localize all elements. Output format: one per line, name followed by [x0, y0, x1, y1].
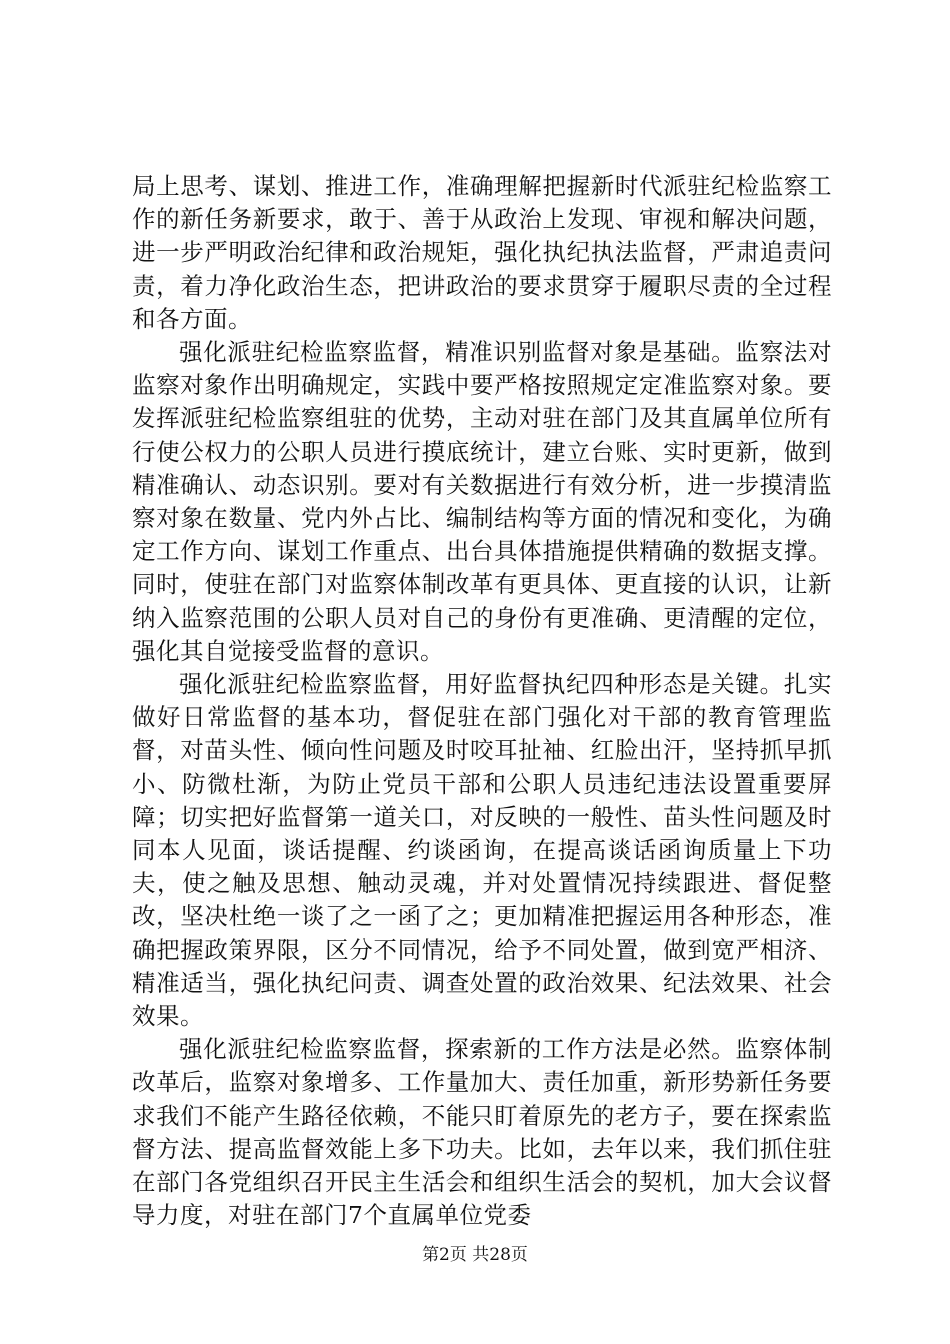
paragraph-continuation: 局上思考、谋划、推进工作，准确理解把握新时代派驻纪检监察工作的新任务新要求，敢于、善于从政治上发现、审视和解决问题，进一步严明政治纪律和政治规矩，强化执纪执法监督，严肃追责问责，着力净化政治生态，把讲政治的要求贯穿于履职尽责的全过程和各方面。	[132, 172, 832, 333]
paragraph-monitoring-targets: 强化派驻纪检监察监督，精准识别监督对象是基础。监察法对监察对象作出明确规定，实践中要严格按照规定定准监察对象。要发挥派驻纪检监察组驻的优势，主动对驻在部门及其直属单位所有行使公权力的公职人员进行摸底统计，建立台账、实时更新，做到精准确认、动态识别。要对有关数据进行有效分析，进一步摸清监察对象在数量、党内外占比、编制结构等方面的情况和变化，为确定工作方向、谋划工作重点、出台具体措施提供精确的数据支撑。同时，使驻在部门对监察体制改革有更具体、更直接的认识，让新纳入监察范围的公职人员对自己的身份有更准确、更清醒的定位，强化其自觉接受监督的意识。	[132, 338, 832, 665]
document-body	[132, 170, 832, 1233]
page-footer: 第2页 共28页	[422, 1245, 528, 1265]
paragraph-new-methods: 强化派驻纪检监察监督，探索新的工作方法是必然。监察体制改革后，监察对象增多、工作量加大、责任加重，新形势新任务要求我们不能产生路径依赖，不能只盯着原先的老方子，要在探索监督方法、提高监督效能上多下功夫。比如，去年以来，我们抓住驻在部门各党组织召开民主生活会和组织生活会的契机，加大会议督导力度，对驻在部门7个直属单位党委	[132, 1035, 832, 1230]
paragraph-four-forms: 强化派驻纪检监察监督，用好监督执纪四种形态是关键。扎实做好日常监督的基本功，督促驻在部门强化对干部的教育管理监督，对苗头性、倾向性问题及时咬耳扯袖、红脸出汗，坚持抓早抓小、防微杜渐，为防止党员干部和公职人员违纪违法设置重要屏障；切实把好监督第一道关口，对反映的一般性、苗头性问题及时同本人见面，谈话提醒、约谈函询，在提高谈话函询质量上下功夫，使之触及思想、触动灵魂，并对处置情况持续跟进、督促整改，坚决杜绝一谈了之一函了之；更加精准把握运用各种形态，准确把握政策界限，区分不同情况，给予不同处置，做到宽严相济、精准适当，强化执纪问责、调查处置的政治效果、纪法效果、社会效果。	[132, 670, 832, 1031]
